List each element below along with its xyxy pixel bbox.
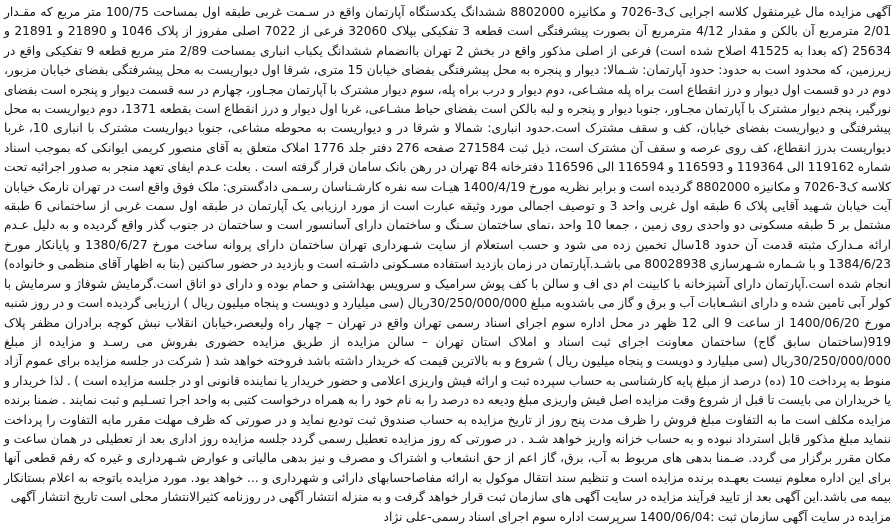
notice-publish-line: مزایده در سایت آگهی سازمان ثبت :1400/06/04 سرپرست اداره سوم اجرای اسناد رسمی-علی نژاد [383, 509, 891, 524]
notice-body-text: آگهی مزایده مال غیرمنقول کلاسه اجرایی ک3-7026 و مکانیزه 8802000 ششدانگ یکدستگاه آپارتمان واقع در سـمت غربی طبقه اول بمساحت 100/75 متر مربع که مقـدار 2/01 مترمربع آن بالکن و مقدار 4/12 مترمربع آن بصورت پیشرفتگی است قطعه 3 تفکیکی بپلاک 32060 فرعی از 7022 اصلی مفروز از پلاک 1046 و 21890 و 21891 و 25634 (که بعدا به 41525 اصلاح شده است) فرعی از اصلی مذکور واقع در بخش 2 تهران باانضمام ششدانگ یکباب انباری بمساحت 2/89 متر مربع قطعه 9 تفکیکی واقع در زیرزمین، که محدود است به حدود: حدود آپارتمان: شـمالا: دیوار و پنجره به محل پیشرفتگی بفضای خیابان 15 متری، شرقا اول دیواریست به محل پیشرفتگی بفضای خیابان مزبور، دوم در دو قسمت اول دیوار و درز انقطاع است براه پله مشـاعی، دوم دیوار و درب براه پله، سوم دیوار مشترک با آپارتمان مجـاور، چهارم در سه قسمت دیوار و پنجره است بفضای نورگیر، پنجم دیوار مشترک با آپارتمان مجـاور، جنوبا دیوار و پنجره و لبه بالکن است بفضای حیاط مشـاعی، غربا اول دیوار و درز انقطاع است بقطعه 1371، دوم دیواریست به محل پیشرفتگی و دیواریست بفضای خیابان، کف و سقف مشترک است.حدود انباری: شمالا و شرقا در و دیواریست به محوطه مشاعی، جنوبا دیواریست مشترک با انباری 10، غربا دیواریست بدرز انقطاع، کف روی عرصه و سقف آن مشترک است، ذیل ثبت 271584 صفحه 276 دفتر جلد 1776 املاک متعلق به آقای منصور کریمی ایوانکی که بموجب اسناد شماره 119162 الی 119364 و 116593 و 116594 الی 116596 دفترخانه 84 تهران در رهن بانک سامان قرار گرفته است . بعلت عـدم ایفای تعهد منجر به صدور اجرائیه تحت کلاسه ک3-7026 و مکانیزه 8802000 گردیده است و برابر نظریه مورخ 1400/4/19 هیـات سه نفره کارشـناسان رسـمی دادگستری: ملک فوق واقع است در تهران نارمک خیابان آیت خیابان شـهید آقایی پلاک 6 طبقه اول غربی واحد 3 و توصیف اجمالی مورد وثیقه عبارت است از مورد ارزیابی یک آپارتمان در طبقه اول سمت غربی از ساختمانی 6 طبقه مشتمل بر 5 طبقه مسکونی دو واحدی روی زمین ، جمعا 10 واحد ،نمای ساختمان سـنگ و ساختمان دارای آسانسور است و ساختمان در جنوب گذر واقع گردیده و به دلیل عـدم ارائه مـدارک مثبته قدمت آن حدود 18سال تخمین زده می شود و حسب استعلام از سایت شـهرداری تهران ساختمان دارای پروانه ساخت مورخ 1380/6/27 و پایانکار مورخ 1384/6/23 و با شـماره شـهرسازی 80028938 می باشـد.آپارتمان در زمان بازدید استفاده مسـکونی داشـته است و بازدید در حضور ساکنین (بنا به اظهار آقای منظمی و خانواده) انجام شده است.آپارتمان دارای آشپزخانه با کابینت ام دی اف و سالن با کف پوش سرامیک و سرویس بهداشتی و حمام بوده و دارای دو اتاق است.گرمایش شوفاژ و سرمایش با کولر آبی تامین شده و دارای انشـعابات آب و برق و گاز می باشدوبه مبلغ 30/250/000/000ریال (سی میلیارد و دویست و پنجاه میلیون ریال ) ارزیابی گردیده است و در روز شنبه مورخ 1400/06/20 از ساعت 9 الی 12 ظهر در محل اداره سوم اجرای اسناد رسمی تهران واقع در تهران – چهار راه ولیعصر،خیابان انقلاب نبش کوچه برادران مظفر پلاک 919(ساختمان سابق گاج) ساختمان معاونت اجرای ثبت اسناد و املاک استان تهران – سالن مزایده از طریق مزایده حضوری بفروش می رسـد و مزایده از مبلغ 30/250/000/000ریال (سی میلیارد و دویست و پنجاه میلیون ریال ) شروع و به بالاترین قیمت که خریدار داشته باشد فروخته خواهد شد ( شرکت در جلسه مزایده برای عموم آزاد منوط به پرداخت 10 (ده) درصد از مبلغ پایه کارشناسی به حساب سپرده ثبت و ارائه فیش واریزی اعلامی و حضور خریدار یا نماینده قانونی او در جلسه مزایده است ) . لذا خریدار و یا خریداران می بایست تا قبل از شروع وقت مزایده اصل فیش واریزی مبلغ ودیعه ده درصد را به نام خود را به همراه درخواست کتبی به واحد اجرا تسـلیم و ثبت نمایند . ضمنا برنده مزایده مکلف است ما به التفاوت مبلغ فروش را ظرف مدت پنج روز از تاریخ مزایده به حساب صندوق ثبت تودیع نماید و در صورتی که ظرف مهلت مقرر مابه التفاوت را پرداخت ننماید مبلغ مذکور قابل استرداد نبوده و به حساب خزانه واریز خواهد شـد . در صورتی که روز مزایده تعطیل رسمی گردد جلسه مزایده روز اداری بعد از تعطیلی در همان ساعت و مکان مقرر برگزار می گردد. ضـمنا بدهی های مربوط به آب، برق، گاز اعم از حق انشعاب و اشتراک و مصرف و نیز بدهی مالیاتی و عوارض شـهرداری و غیره که رقم قطعی آنها برای این اداره معلوم نیست بعهـده برنده مزایده است و تنظیم سند انتقال موکول به ارائه مفاصاحسابهای دارائی و شهرداری و ... خواهد بود. مورد مزایده باتوجه به اعلام بستانکار بیمه می باشد.این آگهی بعد از تایید فرآیند مزایده در سایت آگهی های سازمان ثبت قرار خواهد گرفت و به منزله انتشار آگهی در روزنامه کثیرالانتشار محلی است تاریخ انتشار آگهی [4, 5, 892, 505]
